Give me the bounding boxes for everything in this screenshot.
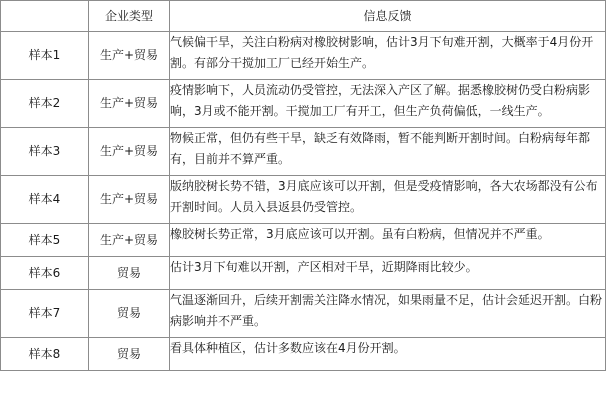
header-enterprise-type: 企业类型 [89,1,170,32]
info-feedback-cell: 版纳胶树长势不错，3月底应该可以开割，但是受疫情影响，各大农场都没有公布开割时间。人员入县返县仍受管控。 [170,176,606,224]
sample-cell: 样本8 [1,338,89,371]
info-feedback-cell: 看具体种植区，估计多数应该在4月份开割。 [170,338,606,371]
info-feedback-cell: 物候正常，但仍有些干旱，缺乏有效降雨，暂不能判断开割时间。白粉病每年都有，目前并不算严重。 [170,128,606,176]
table-header-row [1,1,606,32]
enterprise-type-cell: 生产+贸易 [89,32,170,80]
enterprise-type-cell: 贸易 [89,290,170,338]
table-row [1,338,606,371]
sample-cell: 样本7 [1,290,89,338]
sample-cell: 样本6 [1,257,89,290]
header-info-feedback: 信息反馈 [170,1,606,32]
info-feedback-cell: 估计3月下旬难以开割，产区相对干旱，近期降雨比较少。 [170,257,606,290]
sample-cell: 样本2 [1,80,89,128]
table-row [1,32,606,80]
enterprise-type-cell: 生产+贸易 [89,80,170,128]
sample-cell: 样本3 [1,128,89,176]
table-row [1,80,606,128]
enterprise-type-cell: 生产+贸易 [89,224,170,257]
sample-cell: 样本5 [1,224,89,257]
info-feedback-cell: 橡胶树长势正常，3月底应该可以开割。虽有白粉病，但情况并不严重。 [170,224,606,257]
enterprise-type-cell: 生产+贸易 [89,176,170,224]
enterprise-type-cell: 生产+贸易 [89,128,170,176]
table-row [1,176,606,224]
table-row [1,224,606,257]
info-feedback-cell: 气候偏干旱，关注白粉病对橡胶树影响，估计3月下旬难开割，大概率于4月份开割。有部分干搅加工厂已经开始生产。 [170,32,606,80]
table-row [1,128,606,176]
sample-cell: 样本4 [1,176,89,224]
info-feedback-cell: 疫情影响下，人员流动仍受管控，无法深入产区了解。据悉橡胶树仍受白粉病影响，3月或不能开割。干搅加工厂有开工，但生产负荷偏低，一线生产。 [170,80,606,128]
sample-cell: 样本1 [1,32,89,80]
enterprise-type-cell: 贸易 [89,338,170,371]
info-feedback-cell: 气温逐渐回升，后续开割需关注降水情况，如果雨量不足，估计会延迟开割。白粉病影响并不严重。 [170,290,606,338]
enterprise-type-cell: 贸易 [89,257,170,290]
table-row [1,257,606,290]
table-row [1,290,606,338]
header-sample [1,1,89,32]
